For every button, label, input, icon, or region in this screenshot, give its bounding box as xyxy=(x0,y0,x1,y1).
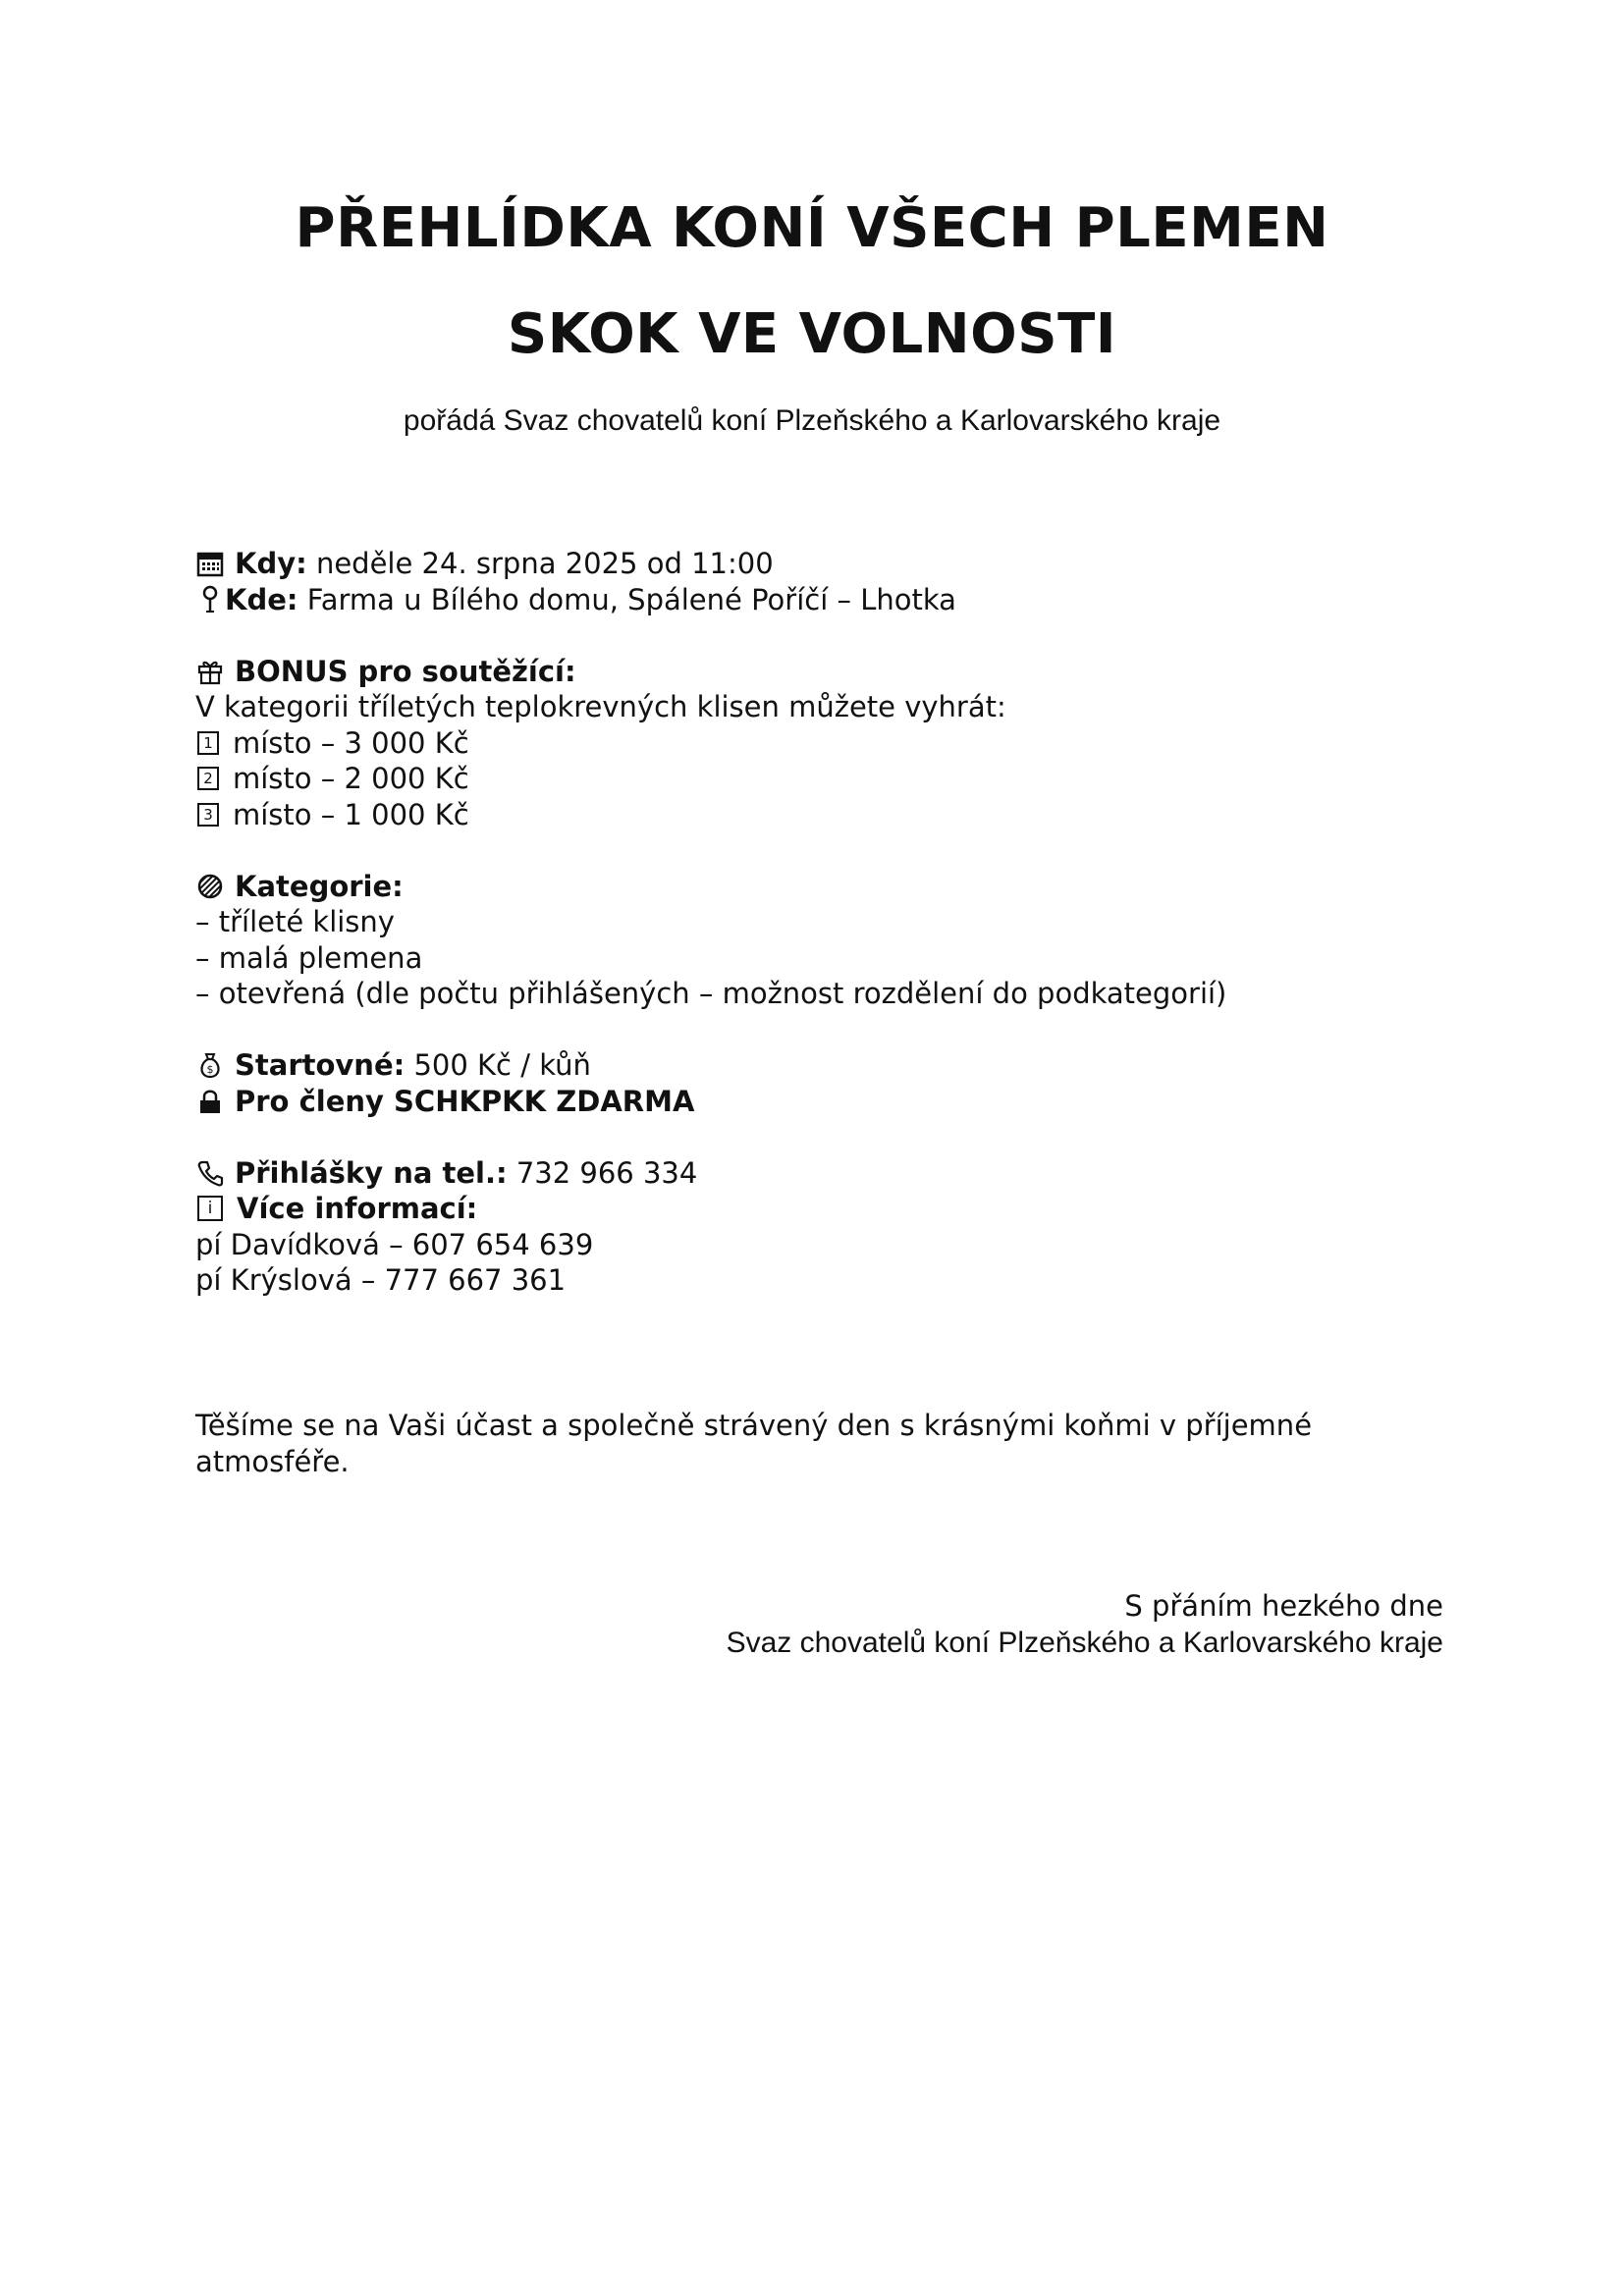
phone-icon xyxy=(195,1158,225,1188)
where-line xyxy=(195,582,1472,618)
event-details xyxy=(195,546,1472,1299)
category-item: – tříleté klisny xyxy=(195,905,395,938)
signature-organization: Svaz chovatelů koní Plzeňského a Karlovarského kraje xyxy=(726,1627,1443,1659)
prize-1 xyxy=(195,725,1472,762)
info-label: Více informací: xyxy=(237,1192,478,1225)
bonus-intro: V kategorii tříletých teplokrevných klisen můžete vyhrát: xyxy=(195,690,1006,723)
contact-person: pí Krýslová – 777 667 361 xyxy=(195,1263,567,1297)
when-line xyxy=(195,546,1472,582)
fee-label: Startovné: xyxy=(235,1048,406,1082)
category-item: – malá plemena xyxy=(195,940,423,975)
closing-line-1: Těšíme se na Vaši účast a společně strávený den s krásnými koňmi v příjemné xyxy=(195,1409,1313,1442)
prize-3 xyxy=(195,797,1472,833)
contact-person: pí Davídková – 607 654 639 xyxy=(195,1227,594,1261)
prize-1-text: místo – 3 000 Kč xyxy=(233,725,469,760)
svg-text:$: $ xyxy=(206,1063,214,1077)
prize-3-badge: 3 xyxy=(197,803,219,827)
signature xyxy=(727,1588,1443,1661)
fee-line xyxy=(195,1047,1472,1084)
categories-heading xyxy=(195,869,1472,905)
gift-icon xyxy=(195,657,225,686)
when-label: Kdy: xyxy=(235,547,307,580)
phone-label: Přihlášky na tel.: xyxy=(235,1155,508,1190)
closing-line-2: atmosféře. xyxy=(195,1445,350,1478)
phone-value: 732 966 334 xyxy=(507,1155,698,1190)
phone-line xyxy=(195,1155,1472,1192)
lock-icon xyxy=(195,1087,225,1116)
calendar-icon xyxy=(195,549,225,578)
prize-2 xyxy=(195,761,1472,797)
info-line xyxy=(195,1191,1472,1227)
hatched-circle-icon xyxy=(195,872,225,901)
closing-text xyxy=(195,1408,1374,1480)
prize-2-badge: 2 xyxy=(197,767,219,790)
money-bag-icon xyxy=(195,1050,225,1080)
subtitle: pořádá Svaz chovatelů koní Plzeňského a Karlovarského kraje xyxy=(403,404,1221,437)
signature-greeting: S přáním hezkého dne xyxy=(1124,1589,1443,1623)
prize-3-text: místo – 1 000 Kč xyxy=(233,797,469,831)
where-label: Kde: xyxy=(225,582,298,616)
categories-label: Kategorie: xyxy=(235,869,404,903)
bonus-label: BONUS pro soutěžící: xyxy=(235,654,576,688)
category-item: – otevřená (dle počtu přihlášených – možnost rozdělení do podkategorií) xyxy=(195,977,1227,1010)
members-text: Pro členy SCHKPKK ZDARMA xyxy=(235,1084,695,1118)
location-pin-icon xyxy=(195,585,215,614)
title-line-2: SKOK VE VOLNOSTI xyxy=(507,302,1117,366)
prize-2-text: místo – 2 000 Kč xyxy=(233,762,469,795)
info-icon: i xyxy=(197,1196,223,1221)
when-value: neděle 24. srpna 2025 od 11:00 xyxy=(306,547,774,580)
bonus-heading xyxy=(195,654,1472,690)
where-value: Farma u Bílého domu, Spálené Poříčí – Lhotka xyxy=(298,582,956,616)
prize-1-badge: 1 xyxy=(197,731,219,755)
members-line xyxy=(195,1084,1472,1120)
fee-value: 500 Kč / kůň xyxy=(405,1048,591,1082)
title-line-1: PŘEHLÍDKA KONÍ VŠECH PLEMEN xyxy=(295,196,1329,260)
